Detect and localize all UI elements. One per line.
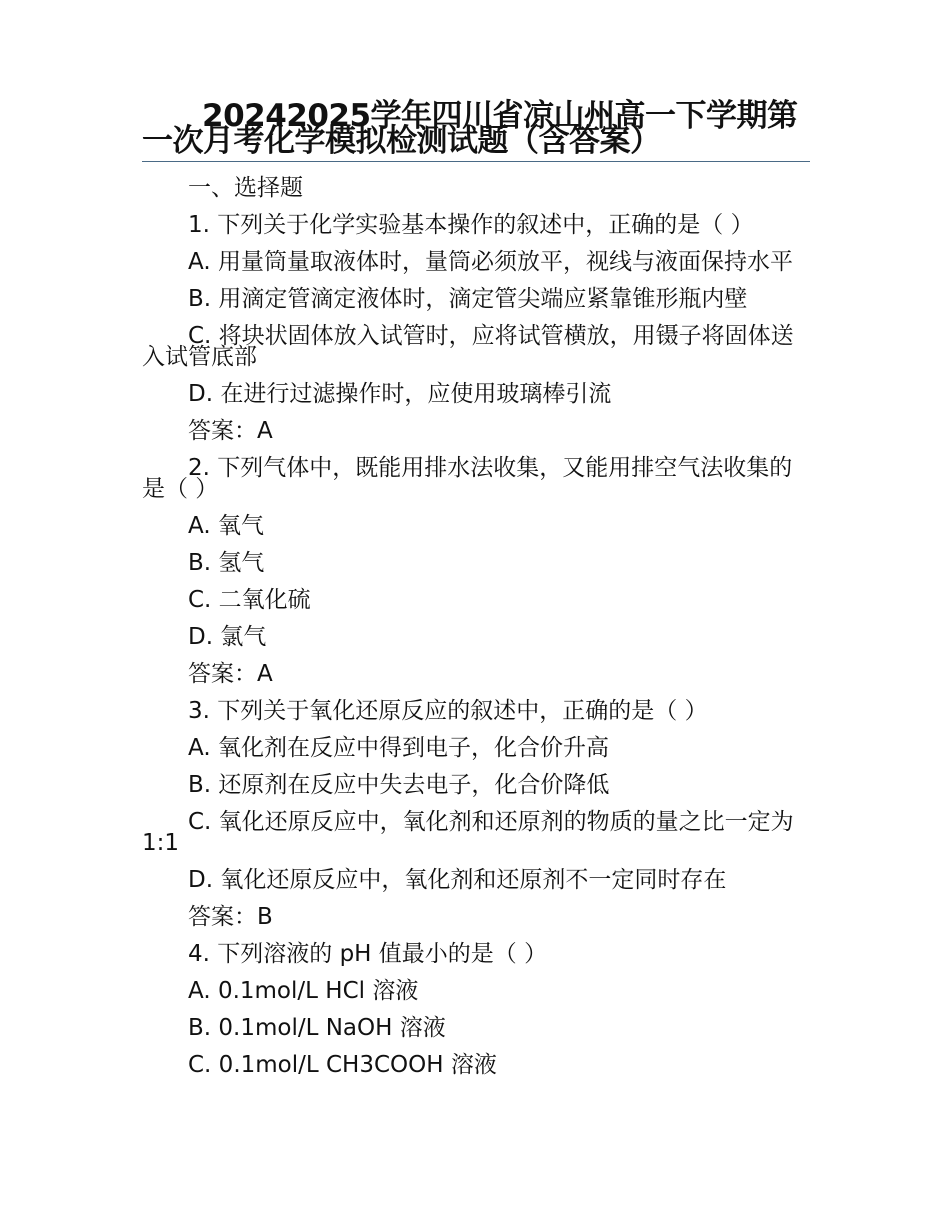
q2-option-a: A. 氧气 [188, 513, 264, 539]
q1-answer: 答案：A [188, 418, 273, 444]
question-2: 2. 下列气体中，既能用排水法收集，又能用排空气法收集的是（ ） [142, 455, 793, 502]
q3-option-c: C. 氧化还原反应中，氧化剂和还原剂的物质的量之比一定为 1:1 [142, 809, 794, 856]
question-4: 4. 下列溶液的 pH 值最小的是（ ） [188, 941, 548, 967]
document-title: 20242025学年四川省凉山州高一下学期第一次月考化学模拟检测试题（含答案） [142, 98, 798, 159]
question-3: 3. 下列关于氧化还原反应的叙述中，正确的是（ ） [188, 698, 708, 724]
q1-option-c: C. 将块状固体放入试管时，应将试管横放，用镊子将固体送入试管底部 [142, 323, 794, 370]
q1-option-a: A. 用量筒量取液体时，量筒必须放平，视线与液面保持水平 [188, 249, 793, 275]
q4-option-a: A. 0.1mol/L HCl 溶液 [188, 978, 419, 1004]
q2-option-c: C. 二氧化硫 [188, 587, 311, 613]
q1-option-d: D. 在进行过滤操作时，应使用玻璃棒引流 [188, 381, 612, 407]
q4-option-b: B. 0.1mol/L NaOH 溶液 [188, 1015, 446, 1041]
q3-option-a: A. 氧化剂在反应中得到电子，化合价升高 [188, 735, 609, 761]
q2-answer: 答案：A [188, 661, 273, 687]
title-underline [142, 161, 810, 162]
section-heading: 一、选择题 [188, 175, 303, 201]
q3-answer: 答案：B [188, 904, 273, 930]
q3-option-d: D. 氧化还原反应中，氧化剂和还原剂不一定同时存在 [188, 867, 727, 893]
q2-option-b: B. 氢气 [188, 550, 265, 576]
q3-option-b: B. 还原剂在反应中失去电子，化合价降低 [188, 772, 610, 798]
q2-option-d: D. 氯气 [188, 624, 267, 650]
q4-option-c: C. 0.1mol/L CH3COOH 溶液 [188, 1052, 497, 1078]
q1-option-b: B. 用滴定管滴定液体时，滴定管尖端应紧靠锥形瓶内壁 [188, 286, 748, 312]
question-1: 1. 下列关于化学实验基本操作的叙述中，正确的是（ ） [188, 212, 754, 238]
document-body [142, 175, 812, 1092]
